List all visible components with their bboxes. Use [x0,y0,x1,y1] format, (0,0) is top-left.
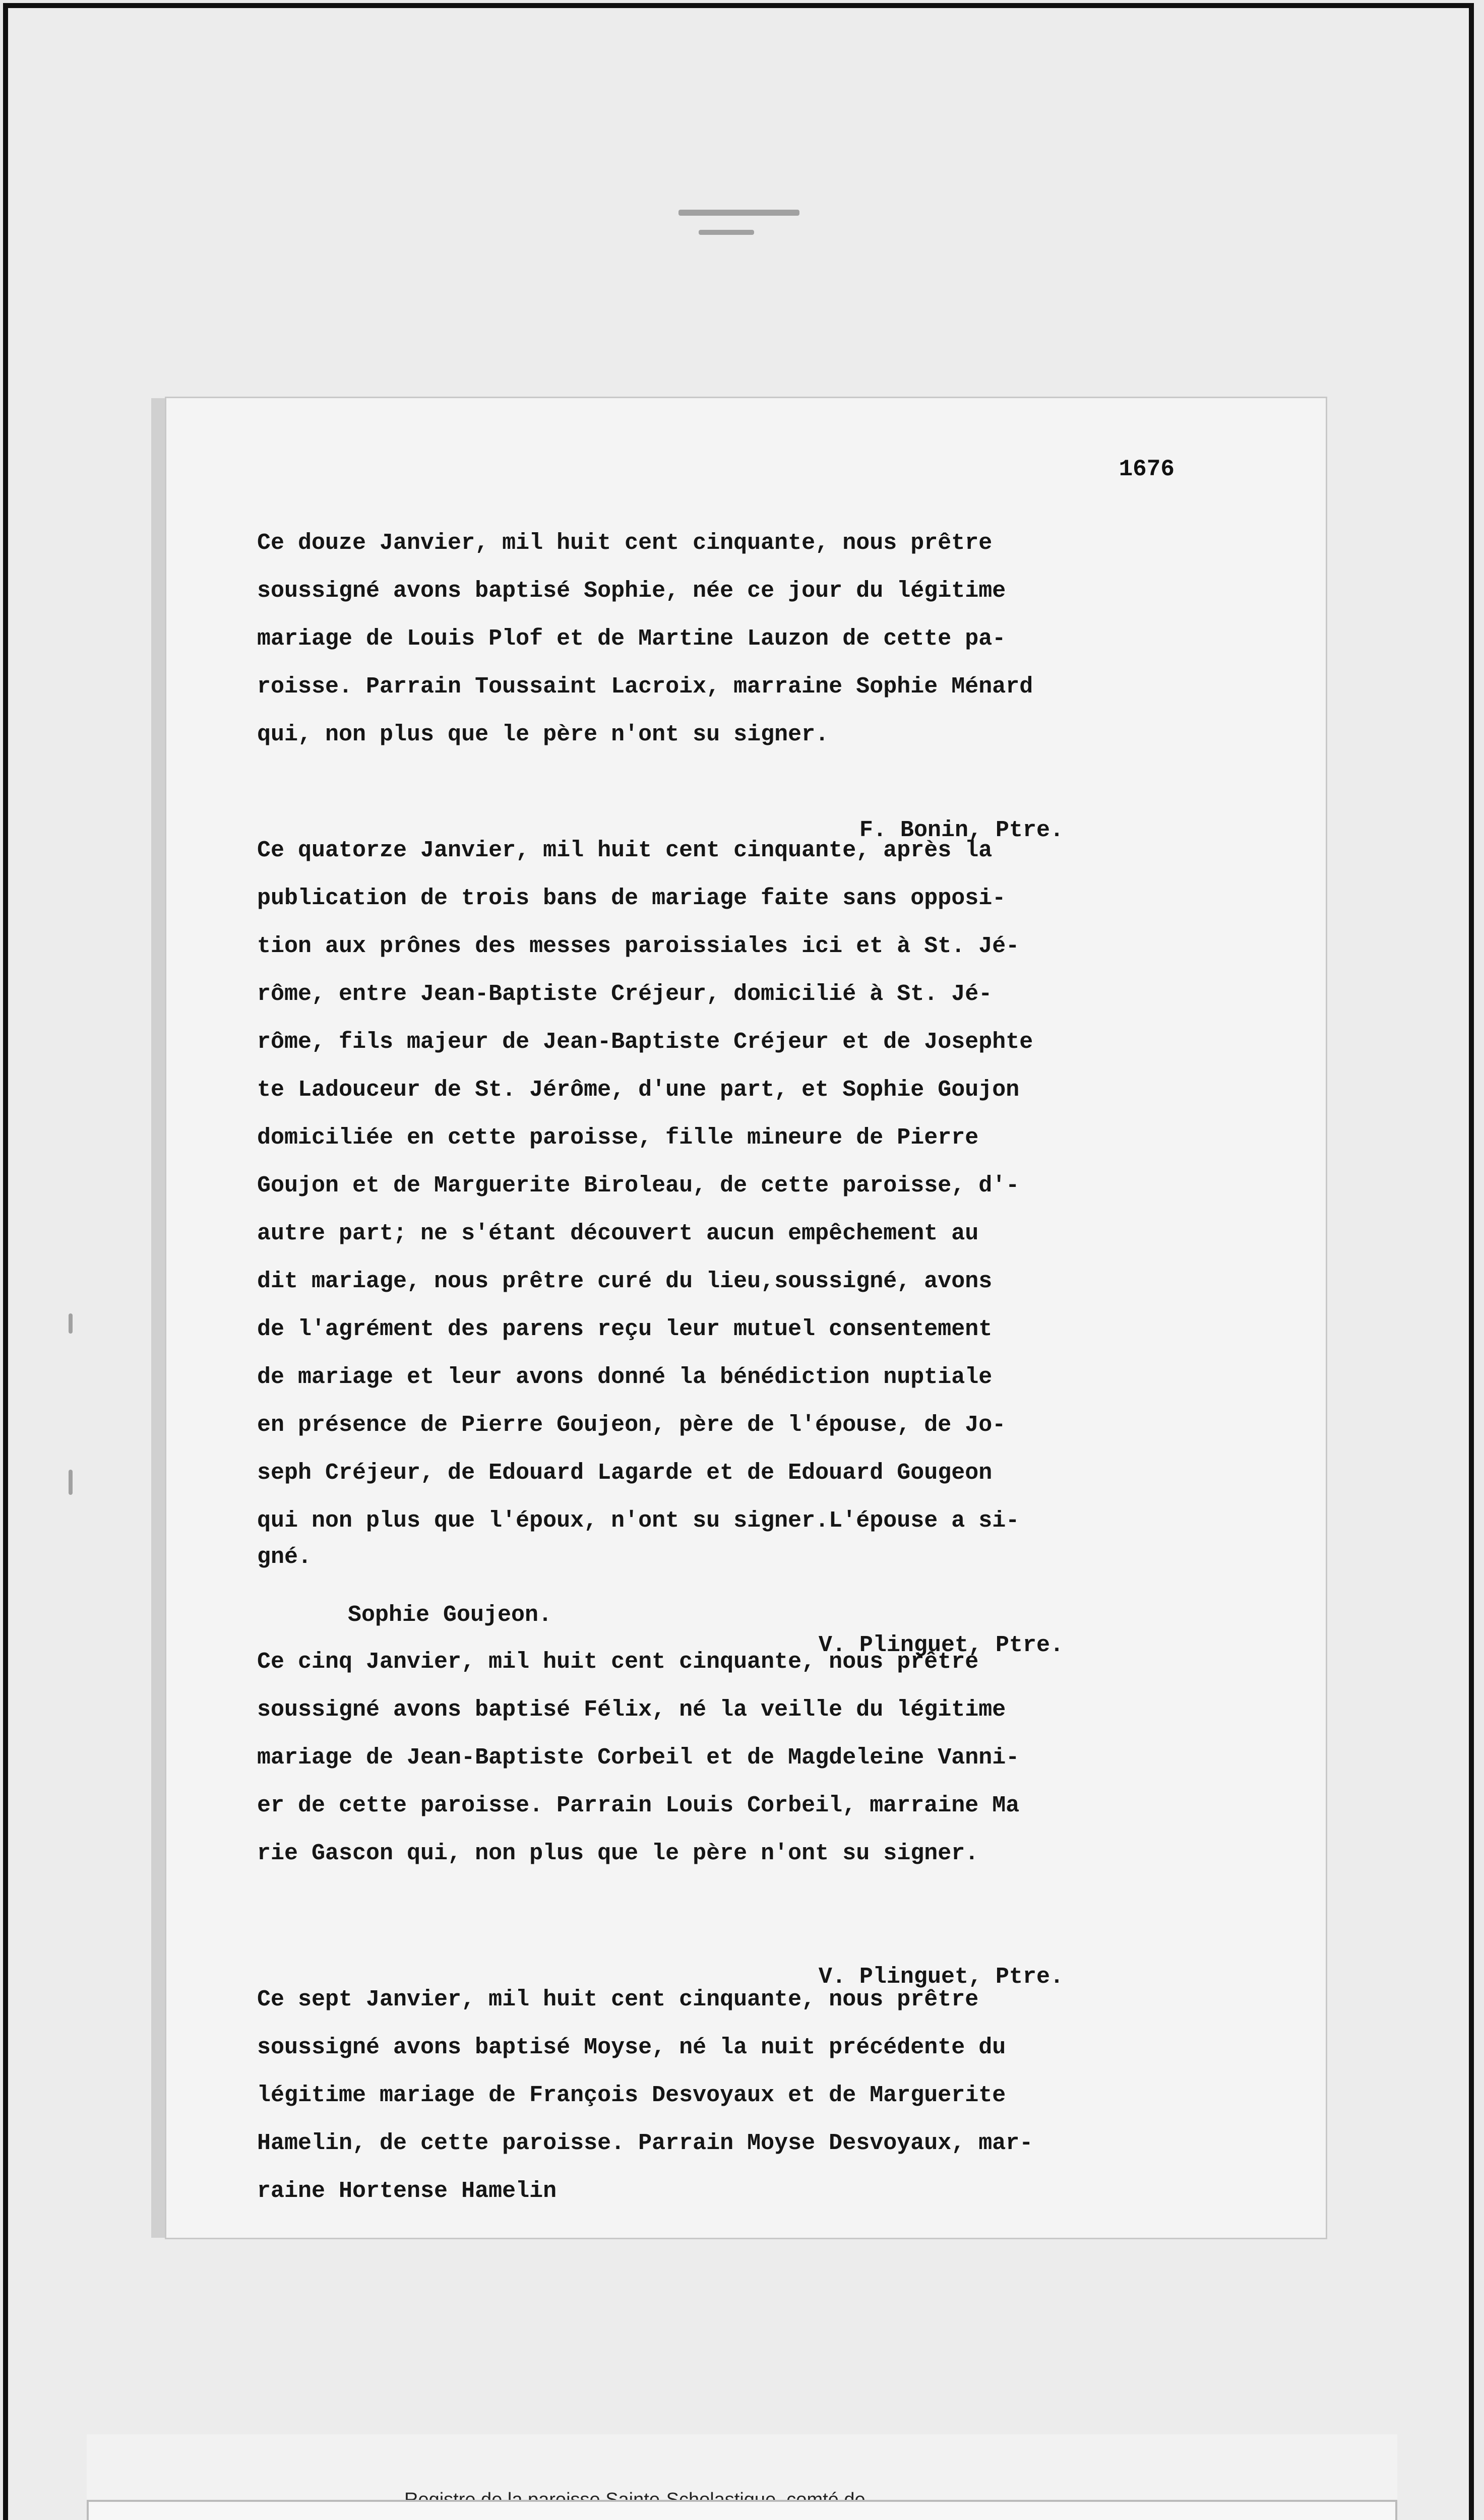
spouse-signature: Sophie Goujeon. [348,1602,552,1628]
priest-signature: F. Bonin, Ptre. [859,817,1064,843]
entry-line: soussigné avons baptisé Félix, né la veille du légitime [257,1697,1006,1723]
entry-line: seph Créjeur, de Edouard Lagarde et de Edouard Gougeon [257,1460,993,1486]
entry-line: Ce douze Janvier, mil huit cent cinquante, nous prêtre [257,530,993,556]
entry-line: te Ladouceur de St. Jérôme, d'une part, et Sophie Goujon [257,1077,1020,1103]
entry-line: soussigné avons baptisé Sophie, née ce jour du légitime [257,578,1006,604]
register-entry-4 [257,1976,1064,2215]
entry-line: soussigné avons baptisé Moyse, né la nuit précédente du [257,2035,1006,2060]
entry-line: publication de trois bans de mariage faite sans opposi- [257,886,1006,911]
scan-speck [69,1313,73,1334]
entry-line: tion aux prônes des messes paroissiales ici et à St. Jé- [257,933,1020,959]
signature-row [257,1570,1064,1658]
priest-signature: V. Plinguet, Ptre. [818,1964,1064,1990]
page-number: 1676 [1119,456,1174,482]
entry-line: rôme, entre Jean-Baptiste Créjeur, domicilié à St. Jé- [257,981,993,1007]
register-entry-3 [257,1638,1064,1990]
entry-line: qui, non plus que le père n'ont su signer. [257,722,829,747]
register-entry-2 [257,827,1064,1658]
entry-line: Goujon et de Marguerite Biroleau, de cette paroisse, d'- [257,1173,1020,1199]
entry-line: mariage de Louis Plof et de Martine Lauzon de cette pa- [257,626,1006,652]
entry-line: mariage de Jean-Baptiste Corbeil et de Magdeleine Vanni- [257,1745,1020,1771]
entry-line: roisse. Parrain Toussaint Lacroix, marraine Sophie Ménard [257,674,1033,700]
entry-line: légitime mariage de François Desvoyaux et de Marguerite [257,2083,1006,2108]
scan-speck [69,1470,73,1495]
entry-line: Ce quatorze Janvier, mil huit cent cinquante, après la [257,838,993,863]
signature-row [257,1905,1064,1990]
register-caption [87,2434,1397,2505]
entry-line: en présence de Pierre Goujeon, père de l'épouse, de Jo- [257,1412,1006,1438]
scan-speck [699,230,754,235]
entry-line: rôme, fils majeur de Jean-Baptiste Créjeur et de Josephte [257,1029,1033,1055]
entry-line: Ce cinq Janvier, mil huit cent cinquante, nous prêtre [257,1649,979,1675]
entry-line: raine Hortense Hamelin [257,2178,557,2204]
register-entry-1 [257,519,1064,843]
entry-line: de mariage et leur avons donné la bénédiction nuptiale [257,1364,993,1390]
entry-line: autre part; ne s'étant découvert aucun empêchement au [257,1221,979,1246]
entry-line: dit mariage, nous prêtre curé du lieu,soussigné, avons [257,1269,993,1294]
entry-line: rie Gascon qui, non plus que le père n'ont su signer. [257,1841,979,1866]
priest-signature: V. Plinguet, Ptre. [818,1632,1064,1658]
entry-line: domiciliée en cette paroisse, fille mineure de Pierre [257,1125,979,1151]
scan-speck [678,210,799,216]
entry-line: qui non plus que l'époux, n'ont su signer.L'épouse a si- [257,1508,1020,1534]
entry-line: Ce sept Janvier, mil huit cent cinquante, nous prêtre [257,1987,979,2012]
signature-row [257,759,1064,843]
entry-line: er de cette paroisse. Parrain Louis Corbeil, marraine Ma [257,1793,1020,1818]
entry-line: de l'agrément des parens reçu leur mutuel consentement [257,1316,993,1342]
entry-line: Hamelin, de cette paroisse. Parrain Moyse Desvoyaux, mar- [257,2130,1033,2156]
archives-stamp [87,2500,1397,2520]
entry-line: gné. [257,1544,312,1570]
